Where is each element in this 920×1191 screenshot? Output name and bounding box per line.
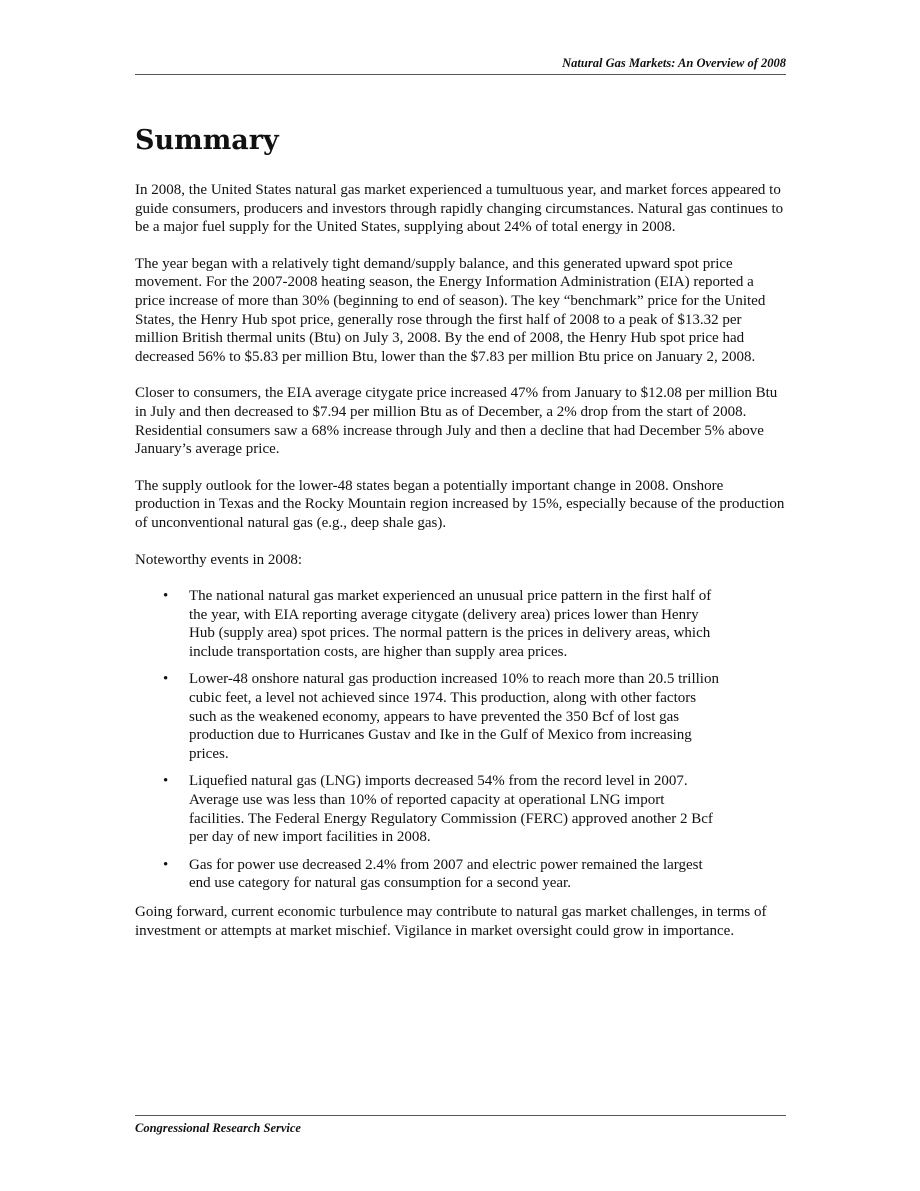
paragraph: In 2008, the United States natural gas market experienced a tumultuous year, and market forces appeared to guide consumers, producers and investors through rapidly changing circumstances. Natural gas continues to be a major fuel supply for the United States, supplying about 24% of total energy in 2008. — [135, 182, 784, 236]
bullet-icon: • — [163, 773, 169, 790]
paragraph: Closer to consumers, the EIA average citygate price increased 47% from January to $12.08 per million Btu in July and then decreased to $7.94 per million Btu as of December, a 2% drop from the start of 2008. Residential consumers saw a 68% increase through July and then a decline that had December 5% above January’s average price. — [135, 385, 778, 458]
list-item — [135, 587, 719, 661]
list-item-text: The national natural gas market experienced an unusual price pattern in the first half of the year, with EIA reporting average citygate (delivery area) prices lower than Henry Hub (supply area) spot prices. The normal pattern is the prices in delivery areas, which include transportation costs, are higher than supply area prices. — [189, 588, 712, 660]
list-item — [135, 856, 719, 893]
running-header — [135, 56, 786, 75]
list-item — [135, 772, 719, 846]
summary-section — [135, 125, 786, 958]
bullet-icon: • — [163, 671, 169, 688]
list-intro: Noteworthy events in 2008: — [135, 551, 303, 568]
running-title: Natural Gas Markets: An Overview of 2008 — [562, 56, 786, 70]
list-item-text: Lower-48 onshore natural gas production increased 10% to reach more than 20.5 trillion cubic feet, a level not achieved since 1974. This production, along with other factors such as the weakened economy, appears to have prevented the 350 Bcf of lost gas production due to Hurricanes Gustav and Ike in the Gulf of Mexico from increasing prices. — [189, 671, 719, 762]
bullet-list — [135, 587, 786, 893]
page-title: Summary — [135, 125, 279, 156]
footer-publisher: Congressional Research Service — [135, 1121, 301, 1135]
page-footer — [135, 1115, 786, 1136]
paragraph: The year began with a relatively tight demand/supply balance, and this generated upward spot price movement. For the 2007-2008 heating season, the Energy Information Administration (EIA) reported a price increase of more than 30% (beginning to end of season). The key “benchmark” price for the United States, the Henry Hub spot price, generally rose through the first half of 2008 to a peak of $13.32 per million British thermal units (Btu) on July 3, 2008. By the end of 2008, the Henry Hub spot price had decreased 56% to $5.83 per million Btu, lower than the $7.83 per million Btu price on January 2, 2008. — [135, 255, 766, 365]
bullet-icon: • — [163, 856, 169, 873]
list-item-text: Liquefied natural gas (LNG) imports decreased 54% from the record level in 2007. Average use was less than 10% of reported capacity at operational LNG import facilities. The Federal Energy Regulatory Commission (FERC) approved another 2 Bcf per day of new import facilities in 2008. — [189, 773, 713, 846]
paragraph: The supply outlook for the lower-48 states began a potentially important change in 2008. Onshore production in Texas and the Rocky Mountain region increased by 15%, especially because of the production of unconventional natural gas (e.g., deep shale gas). — [135, 477, 785, 531]
list-item — [135, 670, 719, 763]
bullet-icon: • — [163, 588, 169, 605]
list-item-text: Gas for power use decreased 2.4% from 2007 and electric power remained the largest end use category for natural gas consumption for a second year. — [189, 856, 703, 892]
closing-paragraph: Going forward, current economic turbulence may contribute to natural gas market challenges, in terms of investment or attempts at market mischief. Vigilance in market oversight could grow in importance. — [135, 904, 767, 939]
